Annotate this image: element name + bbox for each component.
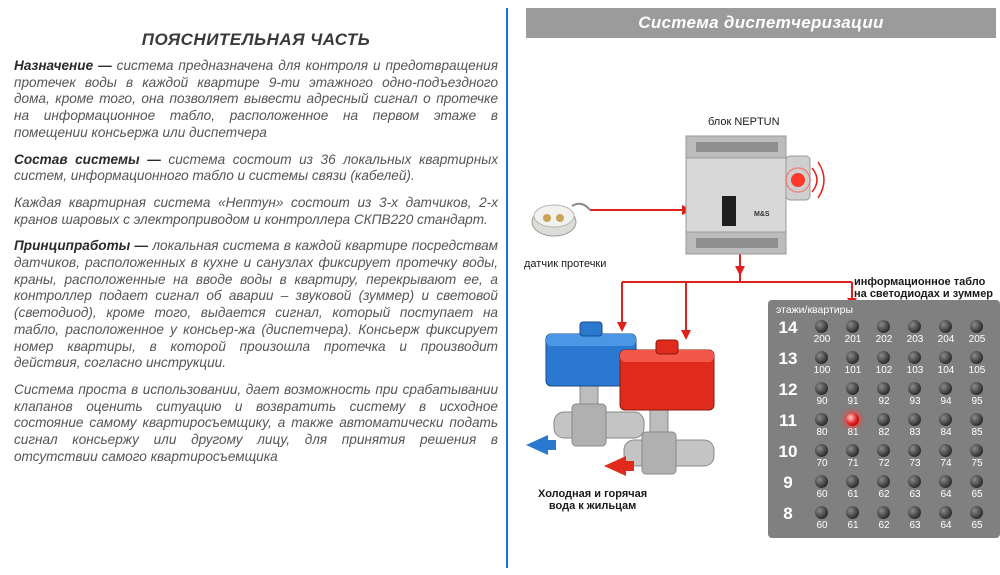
- apartment-led-icon: [908, 351, 921, 364]
- apartment-led-icon: [970, 475, 983, 488]
- apartment-led-icon: [815, 444, 828, 457]
- water-label-line1: Холодная и горячая: [538, 488, 648, 500]
- apartment-led-icon: [939, 382, 952, 395]
- apartment-led-icon: [815, 382, 828, 395]
- apartment-led-icon: [939, 444, 952, 457]
- water-label: [538, 488, 647, 512]
- dispatch-banner: Система диспетчеризации: [526, 8, 996, 38]
- column-divider: [506, 8, 508, 568]
- apartment-number: 93: [909, 396, 921, 407]
- leak-sensor-icon: [532, 204, 590, 236]
- arrow-to-cold-valve: [617, 322, 627, 332]
- water-label-line2: вода к жильцам: [548, 500, 637, 512]
- apartment-led-icon: [815, 413, 828, 426]
- apartment-number: 80: [816, 427, 828, 438]
- apartment-number: 70: [816, 458, 828, 469]
- apartment-led-icon: [908, 320, 921, 333]
- apartment-led-icon: [877, 475, 890, 488]
- apartment-led-icon: [970, 413, 983, 426]
- purpose-text: система предназначена для контроля и предотвращения протечек воды в каждой квартире 9-ти этажного одно-подъездного дома, кроме того, она позволяет вывести адресный сигнал о протечке на информационное табло, расположенное на первом этаже в помещении консьержа или диспетчера: [14, 58, 498, 140]
- apartment-number: 60: [816, 520, 828, 531]
- floor-number: 14: [778, 318, 798, 337]
- apartment-led-icon: [970, 351, 983, 364]
- apartment-led-icon: [908, 413, 921, 426]
- apartment-number: 91: [847, 396, 859, 407]
- apartment-led-icon: [846, 506, 859, 519]
- floor-number: 11: [779, 411, 797, 430]
- leak-sensor-label: датчик протечки: [524, 258, 607, 270]
- apartment-led-icon: [939, 351, 952, 364]
- apartment-number: 85: [971, 427, 983, 438]
- apartment-led-icon: [877, 320, 890, 333]
- apartment-led-icon: [815, 475, 828, 488]
- info-board-label: [854, 276, 993, 300]
- apartment-number: 65: [971, 520, 983, 531]
- apartment-number: 103: [906, 365, 924, 376]
- apartment-number: 94: [940, 396, 952, 407]
- apartment-number: 92: [878, 396, 890, 407]
- composition-text: система состоит из 36 локальных квартирных систем, информационного табло и системы связи (кабелей).: [14, 151, 499, 184]
- neptun-block-icon: [686, 136, 824, 254]
- page-title: ПОЯСНИТЕЛЬНАЯ ЧАСТЬ: [141, 30, 371, 49]
- apartment-number: 83: [909, 427, 921, 438]
- operation-heading: Принципработы —: [14, 238, 149, 254]
- apartment-led-icon: [877, 382, 890, 395]
- apartment-led-icon: [970, 444, 983, 457]
- apartment-number: 104: [937, 365, 955, 376]
- purpose-paragraph: [14, 58, 498, 142]
- apartment-led-icon: [846, 351, 859, 364]
- neptun-block-label: блок NEPTUN: [708, 116, 780, 128]
- apartment-number: 84: [940, 427, 952, 438]
- apartment-led-icon: [877, 444, 890, 457]
- apartment-led-icon: [877, 506, 890, 519]
- apartment-led-icon: [970, 506, 983, 519]
- apartment-led-icon: [908, 382, 921, 395]
- apartment-number: 64: [940, 489, 952, 500]
- hot-water-valve-icon: [604, 340, 714, 476]
- apartment-led-icon: [846, 444, 859, 457]
- floor-number: 12: [778, 380, 798, 399]
- apartment-led-icon: [877, 413, 890, 426]
- apartment-number: 63: [909, 520, 921, 531]
- floor-number: 10: [778, 442, 798, 461]
- apartment-led-icon: [939, 475, 952, 488]
- apartment-led-icon: [877, 351, 890, 364]
- apartment-led-icon: [846, 382, 859, 395]
- info-board-label-line1: информационное табло: [854, 276, 986, 288]
- apartment-led-icon: [815, 351, 828, 364]
- apartment-led-icon: [939, 506, 952, 519]
- apartment-number: 81: [847, 427, 859, 438]
- floor-number: 9: [783, 473, 793, 492]
- composition-paragraph: [14, 152, 498, 185]
- apartment-led-icon: [908, 475, 921, 488]
- info-board-panel: [768, 300, 1000, 538]
- apartment-number: 60: [816, 489, 828, 500]
- arrow-down: [735, 266, 745, 276]
- apartment-number: 61: [847, 489, 859, 500]
- hot-arrow-icon: [604, 456, 626, 476]
- apartment-number: 62: [878, 520, 890, 531]
- apartment-number: 73: [909, 458, 921, 469]
- apartment-led-icon: [815, 506, 828, 519]
- apartment-led-icon: [815, 320, 828, 333]
- usage-paragraph: Система проста в использовании, дает возможность при срабатывании клапанов оценить ситуацию и возвратить систему в исходное состояние самому квартиросъемщику, а также автоматически подать сигнал консьержу или другому лицу, для принятия решения в отсутствии самого квартиросъемщика: [14, 381, 498, 464]
- apartment-number: 64: [940, 520, 952, 531]
- purpose-heading: Назначение —: [14, 58, 112, 73]
- apartment-number: 74: [940, 458, 952, 469]
- apartment-number: 101: [844, 365, 862, 376]
- explanatory-text-column: [14, 30, 498, 475]
- apartment-number: 203: [906, 334, 924, 345]
- floor-number: 8: [783, 504, 793, 523]
- operation-paragraph: [14, 238, 498, 372]
- apartment-number: 63: [909, 489, 921, 500]
- floor-number: 13: [778, 349, 798, 368]
- apartment-led-icon: [908, 506, 921, 519]
- apartment-number: 61: [847, 520, 859, 531]
- arrow-to-hot-valve: [681, 330, 691, 340]
- apartment-number: 82: [878, 427, 890, 438]
- apartment-number: 72: [878, 458, 890, 469]
- apartment-number: 65: [971, 489, 983, 500]
- apartment-number: 105: [968, 365, 986, 376]
- apartment-number: 95: [971, 396, 983, 407]
- apartment-led-icon: [939, 320, 952, 333]
- apartment-number: 200: [813, 334, 831, 345]
- apartment-system-paragraph: Каждая квартирная система «Нептун» состоит из 3-х датчиков, 2-х кранов шаровых с электроприводом и контроллера СКПВ220 стандарт.: [14, 194, 498, 227]
- apartment-led-icon: [970, 382, 983, 395]
- apartment-number: 102: [875, 365, 893, 376]
- apartment-number: 71: [847, 458, 859, 469]
- apartment-number: 75: [971, 458, 983, 469]
- svg-text:M&S: M&S: [754, 211, 770, 218]
- apartment-led-icon: [908, 444, 921, 457]
- apartment-number: 90: [816, 396, 828, 407]
- apartment-number: 62: [878, 489, 890, 500]
- apartment-number: 202: [875, 334, 893, 345]
- apartment-number: 201: [844, 334, 862, 345]
- apartment-led-icon: [846, 475, 859, 488]
- apartment-number: 204: [937, 334, 955, 345]
- apartment-led-icon: [970, 320, 983, 333]
- apartment-number: 100: [813, 365, 831, 376]
- apartment-led-icon: [939, 413, 952, 426]
- apartment-led-icon: [846, 320, 859, 333]
- apartment-led-icon: [846, 413, 859, 426]
- apartment-number: 205: [968, 334, 986, 345]
- dispatch-diagram: [510, 0, 1000, 575]
- composition-heading: Состав системы —: [14, 151, 161, 167]
- info-board-header: этажи/квартиры: [776, 304, 854, 316]
- cold-arrow-icon: [526, 435, 548, 455]
- info-board-label-line2: на светодиодах и зуммер: [854, 288, 994, 300]
- operation-text: локальная система в каждой квартире посредствам датчиков, расположенных в кухне и санузлах фиксирует протечку воды, краны, расположенные на вводе воды в квартиру, перекрывают ее, а контроллер подает сигнал об аварии – звуковой (зуммер) и световой (светодиод), кроме того, выдается сигнал, который поступает на табло, расположенное у консьер-жа (диспетчера). Консьерж фиксирует номер квартиры, в которой произошла протечка и производит действия, согласно инструкции.: [14, 238, 498, 371]
